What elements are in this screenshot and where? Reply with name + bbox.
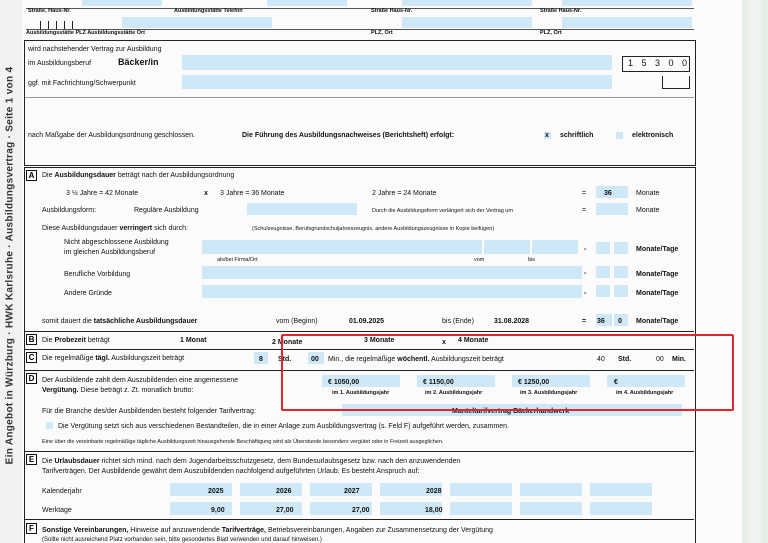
berufliche-label: Berufliche Vorbildung xyxy=(64,271,131,278)
telefon-label: Ausbildungsstätte Telefon xyxy=(174,8,243,14)
form-label: Ausbildungsform: xyxy=(42,207,97,214)
highlight-rectangle xyxy=(281,334,734,411)
massgabe-text: nach Maßgabe der Ausbildungsordnung geschlossen. xyxy=(28,132,195,139)
std-value: 8 xyxy=(259,356,263,363)
strasse-field-2[interactable] xyxy=(402,0,532,6)
vom-beginn-label: vom (Beginn) xyxy=(276,318,318,325)
fachrichtung-code-box xyxy=(662,76,690,89)
verringert-note: (Schulzeugnisse, Berufsgrundschuljahreszeugnis, andere Ausbildungszeugnisse in Kopie beifügen) xyxy=(252,226,495,232)
schriftlich-label: schriftlich xyxy=(560,132,594,139)
monate-tage-3: Monate/Tage xyxy=(636,290,679,297)
monate-tage-final: Monate/Tage xyxy=(636,318,679,325)
b-opt-3: 3 Monate xyxy=(364,337,395,344)
fachrichtung-label: ggf. mit Fachrichtung/Schwerpunkt xyxy=(28,80,136,87)
day-field-6[interactable] xyxy=(520,502,582,515)
year-field-2[interactable] xyxy=(240,483,302,496)
berufliche-field[interactable] xyxy=(202,266,582,279)
monate-tage-1: Monate/Tage xyxy=(636,246,679,253)
day-field-7[interactable] xyxy=(590,502,652,515)
branche-label: Für die Branche des/der Ausbildenden besteht folgender Tarifvertrag: xyxy=(42,408,256,415)
f-line-1: Sonstige Vereinbarungen, Hinweise auf anzuwendende Tarifverträge, Betriebsvereinbarungen, Angaben zur Zusammensetzung der Vergütung xyxy=(42,527,493,534)
b-opt-4: 4 Monate xyxy=(458,337,489,344)
final-days: 0 xyxy=(618,318,622,325)
side-margin-text: Ein Angebot in Würzburg · HWK Karlsruhe · Ausbildungsvertrag · Seite 1 von 4 xyxy=(4,66,16,465)
a-opt-24: 2 Jahre = 24 Monate xyxy=(372,190,437,197)
d-line-2: Vergütung. Diese beträgt z. Zt. monatlich brutto: xyxy=(42,387,194,394)
verguetung-4: € xyxy=(614,379,618,386)
monate-label-2: Monate xyxy=(636,207,660,214)
year-field-5[interactable] xyxy=(450,483,512,496)
jahr-3: im 3. Ausbildungsjahr xyxy=(520,390,578,396)
strasse-label-2: Straße Haus-Nr. xyxy=(371,8,413,14)
d-note-2: Eine über die vereinbarte regelmäßige tägliche Ausbildungszeit hinausgehende Beschäftigung wird als Überstunde besonders vergütet oder in Freizeit ausgeglichen. xyxy=(42,439,444,445)
strasse-label-3: Straße Haus-Nr. xyxy=(540,8,582,14)
year-1: 2025 xyxy=(208,488,224,495)
beruf-field[interactable] xyxy=(182,55,612,70)
b-label: Die Probezeit beträgt xyxy=(42,337,110,344)
vertrag-intro: wird nachstehender Vertrag zur Ausbildung xyxy=(28,46,162,53)
monate-tage-2: Monate/Tage xyxy=(636,271,679,278)
plz-ort-field-1[interactable] xyxy=(402,17,532,28)
plz-ort-label-2: PLZ, Ort xyxy=(371,30,393,36)
std-label: Std. xyxy=(278,356,292,363)
year-2: 2026 xyxy=(276,488,292,495)
nicht-abg-2: im gleichen Ausbildungsberuf xyxy=(64,249,156,256)
final-months: 36 xyxy=(597,318,605,325)
monate-label: Monate xyxy=(636,190,660,197)
verringert-line: Diese Ausbildungsdauer verringert sich durch: xyxy=(42,225,188,232)
section-d-marker: D xyxy=(26,373,37,384)
days-1: 9,00 xyxy=(211,507,225,514)
days-2: 27,00 xyxy=(276,507,294,514)
week-min-value: 00 xyxy=(656,356,664,363)
year-3: 2027 xyxy=(344,488,360,495)
verlaengert-text: Durch die Ausbildungsform verlängert sich der Vertrag um xyxy=(372,208,513,214)
min-value: 00 xyxy=(311,356,319,363)
tage-field-3[interactable] xyxy=(614,285,628,297)
strasse-field-3[interactable] xyxy=(562,0,692,6)
ort-field[interactable] xyxy=(122,17,272,28)
day-field-5[interactable] xyxy=(450,502,512,515)
werktage-label: Werktage xyxy=(42,507,72,514)
bis-ende-label: bis (Ende) xyxy=(442,318,474,325)
monate-field-3[interactable] xyxy=(596,285,610,297)
a-opt-36-mark: x xyxy=(204,190,208,197)
min-label-2: Min. xyxy=(672,356,686,363)
form-value: Reguläre Ausbildung xyxy=(134,207,199,214)
monate-field-2[interactable] xyxy=(596,266,610,278)
c-weekly-label: Min., die regelmäßige wöchentl. Ausbildungszeit beträgt xyxy=(328,356,504,363)
side-margin xyxy=(0,0,22,543)
beruf-label: im Ausbildungsberuf xyxy=(28,60,92,67)
d-line-1: Der Ausbildende zahlt dem Auszubildenden eine angemessene xyxy=(42,377,239,384)
year-field-6[interactable] xyxy=(520,483,582,496)
strasse-label: Straße, Haus-Nr. xyxy=(28,8,71,14)
tage-field-1[interactable] xyxy=(614,242,628,254)
std-label-2: Std. xyxy=(618,356,632,363)
end-date: 31.08.2028 xyxy=(494,318,530,325)
fachrichtung-field[interactable] xyxy=(182,75,612,89)
verguetung-anlage-checkbox[interactable] xyxy=(46,422,53,429)
tarif-value: Manteltarifvertrag Bäckerhandwerk xyxy=(452,408,570,415)
andere-field[interactable] xyxy=(202,285,582,298)
plz-ort-field-2[interactable] xyxy=(562,17,692,28)
f-line-2: (Sollte nicht ausreichend Platz vorhanden sein, bitte gesondertes Blatt verwenden und darauf hinweisen.) xyxy=(42,537,322,543)
jahr-4: im 4. Ausbildungsjahr xyxy=(616,390,674,396)
verguetung-3: € 1250,00 xyxy=(518,379,550,386)
beruf-code: 1 5 3 0 0 xyxy=(628,58,691,68)
bis-field[interactable] xyxy=(532,240,578,254)
section-c-marker: C xyxy=(26,352,37,363)
c-label: Die regelmäßige tägl. Ausbildungszeit beträgt xyxy=(42,355,185,362)
elektronisch-checkbox[interactable] xyxy=(616,132,623,139)
verguetung-2: € 1150,00 xyxy=(423,379,454,386)
jahr-2: im 2. Ausbildungsjahr xyxy=(425,390,483,396)
schriftlich-mark: x xyxy=(545,132,549,139)
d-note-1: Die Vergütung setzt sich aus verschiedenen Bestandteilen, die in einer Anlage zum Ausbildungsvertrag (s. Feld F) aufgeführt werden, zusammen. xyxy=(58,423,509,430)
verlaengert-eq: = xyxy=(582,207,587,214)
plz-ort-label: Ausbildungsstätte PLZ Ausbildungsstätte Ort xyxy=(26,30,145,36)
beruf-value: Bäcker/in xyxy=(118,57,159,67)
minus-3: - xyxy=(584,290,587,297)
a-opt-42: 3 ½ Jahre = 42 Monate xyxy=(66,190,139,197)
e-line-1: Die Urlaubsdauer richtet sich mind. nach dem Jugendarbeitsschutzgesetz, dem Bundesurlaubsgesetz bzw. nach den anzuwendenden xyxy=(42,458,461,465)
monate-field-1[interactable] xyxy=(596,242,610,254)
year-field-7[interactable] xyxy=(590,483,652,496)
months-value: 36 xyxy=(604,190,612,197)
form-field[interactable] xyxy=(247,203,357,215)
firma-field[interactable] xyxy=(202,240,482,254)
b-opt-1: 1 Monat xyxy=(180,337,207,344)
tage-field-2[interactable] xyxy=(614,266,628,278)
verguetung-1: € 1050,00 xyxy=(328,379,360,386)
vom-field[interactable] xyxy=(484,240,530,254)
year-field-3[interactable] xyxy=(310,483,372,496)
bis-label: bis xyxy=(528,257,536,263)
verlaengert-field[interactable] xyxy=(596,203,628,215)
a-title: Die Ausbildungsdauer beträgt nach der Ausbildungsordnung xyxy=(42,172,235,179)
a-eq: = xyxy=(582,190,587,197)
b-opt-2: 2 Monate xyxy=(272,339,303,346)
strasse-field[interactable] xyxy=(82,0,162,6)
telefon-field[interactable] xyxy=(267,0,347,6)
kalenderjahr-label: Kalenderjahr xyxy=(42,488,82,495)
section-e-marker: E xyxy=(26,454,37,465)
a-opt-36: 3 Jahre = 36 Monate xyxy=(220,190,285,197)
final-eq: = xyxy=(582,318,587,325)
contract-page xyxy=(22,0,742,543)
year-4: 2028 xyxy=(426,488,442,495)
firma-label: als/bei Firma/Ort xyxy=(217,257,258,263)
nachweis-text: Die Führung des Ausbildungsnachweises (Berichtsheft) erfolgt: xyxy=(242,132,455,139)
elektronisch-label: elektronisch xyxy=(632,132,674,139)
plz-ort-label-3: PLZ, Ort xyxy=(540,30,562,36)
start-date: 01.09.2025 xyxy=(349,318,385,325)
b-opt-4-mark: x xyxy=(442,339,446,346)
right-margin xyxy=(742,0,768,543)
months-field[interactable] xyxy=(596,186,628,198)
days-3: 27,00 xyxy=(352,507,370,514)
days-4: 18,00 xyxy=(425,507,443,514)
section-a-marker: A xyxy=(26,170,37,181)
vom-label: vom xyxy=(474,257,485,263)
jahr-1: im 1. Ausbildungsjahr xyxy=(332,390,390,396)
andere-label: Andere Gründe xyxy=(64,290,112,297)
minus-2: - xyxy=(584,270,587,277)
somit-line: somit dauert die tatsächliche Ausbildungsdauer xyxy=(42,318,198,325)
section-f-marker: F xyxy=(26,523,37,534)
nicht-abg-1: Nicht abgeschlossene Ausbildung xyxy=(64,239,169,246)
section-b-marker: B xyxy=(26,334,37,345)
week-std-value: 40 xyxy=(597,356,605,363)
e-line-2: Tarifverträgen. Der Ausbildende gewährt dem Auszubildenden nachfolgend aufgeführten Urlaub. Es besteht Anspruch auf: xyxy=(42,468,420,475)
minus-1: - xyxy=(584,246,587,253)
